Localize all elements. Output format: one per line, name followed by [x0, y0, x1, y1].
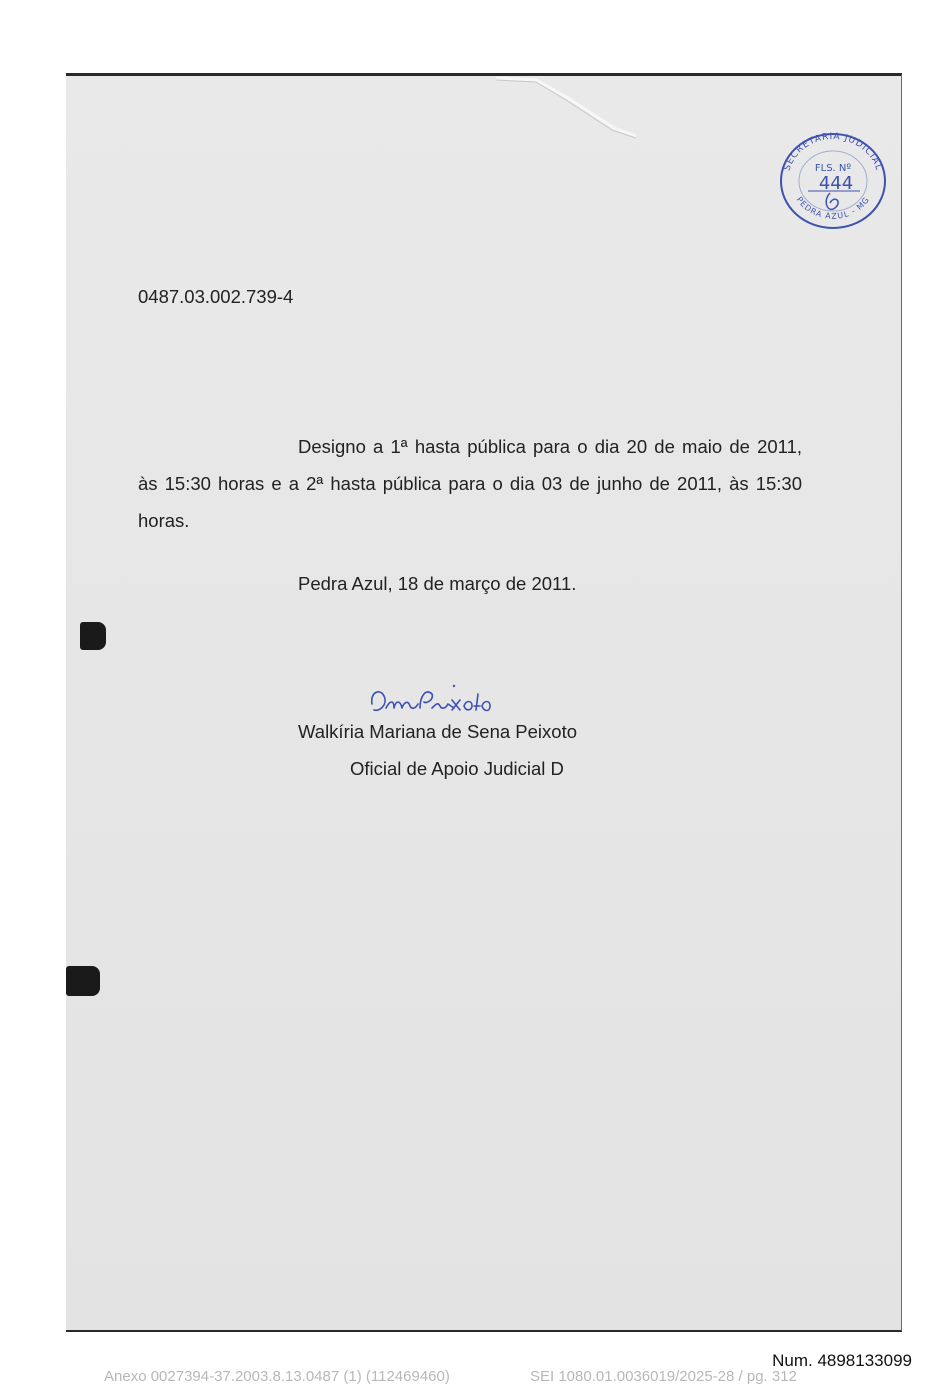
scanned-page — [66, 73, 902, 1332]
punch-hole-top — [80, 622, 106, 650]
order-paragraph: Designo a 1ª hasta pública para o dia 20 de maio de 2011, às 15:30 horas e a 2ª hasta pública para o dia 03 de junho de 2011, às 15:30 horas. — [138, 436, 802, 531]
footer-sei: SEI 1080.01.0036019/2025-28 / pg. 312 — [530, 1368, 797, 1385]
stamp-top-text: SECRETARIA JUDICIAL — [782, 131, 884, 173]
signatory-role: Oficial de Apoio Judicial D — [350, 758, 564, 779]
footer-annex: Anexo 0027394-37.2003.8.13.0487 (1) (112469460) — [104, 1368, 450, 1385]
page-number-stamp — [778, 131, 888, 231]
signatory-name: Walkíria Mariana de Sena Peixoto — [298, 721, 578, 742]
punch-hole-bottom — [66, 966, 100, 996]
stamp-page-number: 444 — [818, 173, 854, 194]
document-number: Num. 4898133099 — [772, 1351, 912, 1370]
place-date: Pedra Azul, 18 de março de 2011. — [298, 573, 577, 594]
stamp-label: FLS. Nº — [814, 163, 852, 174]
process-number: 0487.03.002.739-4 — [138, 286, 294, 307]
handwritten-signature — [366, 674, 526, 726]
stamp-bottom-text: PEDRA AZUL - MG — [794, 195, 872, 221]
paper-crease — [496, 76, 636, 156]
